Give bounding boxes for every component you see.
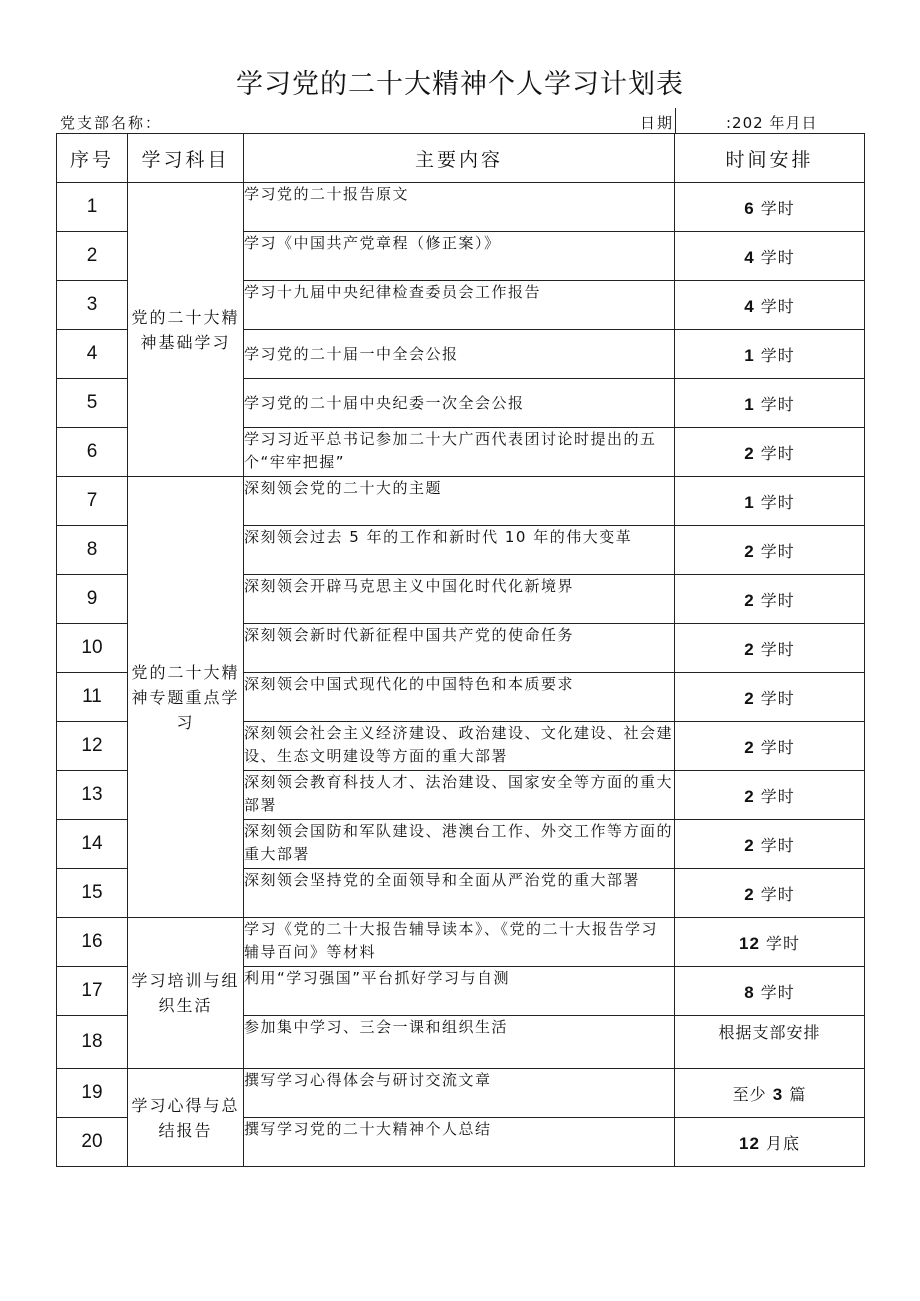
time-amount: 1 (744, 394, 755, 414)
time-cell (675, 330, 865, 379)
time-unit: 月底 (766, 1133, 801, 1153)
content-cell: 学习党的二十报告原文 (244, 183, 675, 232)
table-row (57, 1069, 865, 1118)
time-unit: 学时 (760, 982, 795, 1002)
content-cell: 深刻领会社会主义经济建设、政治建设、文化建设、社会建设、生态文明建设等方面的重大部署 (244, 722, 675, 771)
time-amount: 2 (744, 835, 755, 855)
time-unit: 学时 (760, 198, 795, 218)
content-cell: 学习《中国共产党章程（修正案）》 (244, 232, 675, 281)
time-cell (675, 869, 865, 918)
subject-cell: 党的二十大精神基础学习 (128, 183, 244, 477)
time-amount: 2 (744, 443, 755, 463)
time-amount: 2 (744, 737, 755, 757)
time-unit: 学时 (760, 884, 795, 904)
content-cell: 深刻领会过去 5 年的工作和新时代 10 年的伟大变革 (244, 526, 675, 575)
time-unit: 学时 (760, 296, 795, 316)
time-cell (675, 526, 865, 575)
content-cell: 深刻领会开辟马克思主义中国化时代化新境界 (244, 575, 675, 624)
table-body (57, 183, 865, 1167)
row-number: 18 (57, 1016, 128, 1069)
table-row (57, 477, 865, 526)
time-cell (675, 575, 865, 624)
date-divider (675, 108, 676, 134)
time-cell (675, 477, 865, 526)
subject-cell: 党的二十大精神专题重点学习 (128, 477, 244, 918)
time-amount: 6 (744, 198, 755, 218)
time-unit: 学时 (760, 688, 795, 708)
time-cell (675, 1069, 865, 1118)
table-header-row (57, 134, 865, 183)
time-cell (675, 1118, 865, 1167)
time-cell (675, 771, 865, 820)
subject-cell: 学习心得与总结报告 (128, 1069, 244, 1167)
content-cell: 深刻领会新时代新征程中国共产党的使命任务 (244, 624, 675, 673)
time-unit: 学时 (760, 541, 795, 561)
row-number: 19 (57, 1069, 128, 1118)
content-cell: 撰写学习党的二十大精神个人总结 (244, 1118, 675, 1167)
header-time: 时间安排 (675, 134, 865, 183)
date-label: 日期 (640, 114, 675, 132)
time-amount: 2 (744, 786, 755, 806)
row-number: 11 (57, 673, 128, 722)
time-amount: 12 (738, 1133, 760, 1153)
time-prefix: 至少 (732, 1084, 767, 1104)
time-unit: 学时 (760, 590, 795, 610)
time-unit: 学时 (760, 394, 795, 414)
table-row (57, 918, 865, 967)
content-cell: 学习十九届中央纪律检查委员会工作报告 (244, 281, 675, 330)
time-amount: 4 (744, 247, 755, 267)
time-cell (675, 379, 865, 428)
time-amount: 12 (738, 933, 760, 953)
table-row (57, 183, 865, 232)
header-subject: 学习科目 (128, 134, 244, 183)
time-unit: 学时 (760, 786, 795, 806)
time-cell (675, 1016, 865, 1069)
time-cell (675, 183, 865, 232)
row-number: 4 (57, 330, 128, 379)
time-unit: 篇 (789, 1084, 807, 1104)
row-number: 5 (57, 379, 128, 428)
row-number: 10 (57, 624, 128, 673)
content-cell: 深刻领会国防和军队建设、港澳台工作、外交工作等方面的重大部署 (244, 820, 675, 869)
row-number: 9 (57, 575, 128, 624)
content-cell: 深刻领会中国式现代化的中国特色和本质要求 (244, 673, 675, 722)
row-number: 14 (57, 820, 128, 869)
branch-name-label: 党支部名称： (60, 114, 163, 132)
row-number: 3 (57, 281, 128, 330)
time-unit: 学时 (760, 345, 795, 365)
row-number: 2 (57, 232, 128, 281)
time-unit: 学时 (760, 639, 795, 659)
row-number: 20 (57, 1118, 128, 1167)
content-cell: 撰写学习心得体会与研讨交流文章 (244, 1069, 675, 1118)
time-text: 根据支部安排 (718, 1023, 821, 1042)
row-number: 6 (57, 428, 128, 477)
row-number: 8 (57, 526, 128, 575)
time-cell (675, 428, 865, 477)
content-cell: 学习习近平总书记参加二十大广西代表团讨论时提出的五个“牢牢把握” (244, 428, 675, 477)
content-cell: 深刻领会党的二十大的主题 (244, 477, 675, 526)
content-cell: 参加集中学习、三会一课和组织生活 (244, 1016, 675, 1069)
time-amount: 3 (772, 1084, 784, 1104)
time-cell (675, 918, 865, 967)
time-cell (675, 722, 865, 771)
time-unit: 学时 (760, 443, 795, 463)
content-cell: 深刻领会教育科技人才、法治建设、国家安全等方面的重大部署 (244, 771, 675, 820)
time-cell (675, 624, 865, 673)
content-cell: 学习党的二十届中央纪委一次全会公报 (244, 379, 675, 428)
time-amount: 1 (744, 345, 755, 365)
row-number: 1 (57, 183, 128, 232)
time-unit: 学时 (760, 492, 795, 512)
time-cell (675, 673, 865, 722)
time-amount: 4 (744, 296, 755, 316)
time-cell (675, 281, 865, 330)
study-plan-table (56, 133, 865, 1167)
time-amount: 2 (744, 639, 755, 659)
time-amount: 2 (744, 541, 755, 561)
time-amount: 1 (744, 492, 755, 512)
time-cell (675, 820, 865, 869)
time-unit: 学时 (766, 933, 801, 953)
time-cell (675, 232, 865, 281)
row-number: 16 (57, 918, 128, 967)
row-number: 17 (57, 967, 128, 1016)
row-number: 15 (57, 869, 128, 918)
row-number: 12 (57, 722, 128, 771)
header-content: 主要内容 (244, 134, 675, 183)
header-seq: 序号 (57, 134, 128, 183)
time-amount: 2 (744, 884, 755, 904)
subject-cell: 学习培训与组织生活 (128, 918, 244, 1069)
time-amount: 2 (744, 688, 755, 708)
content-cell: 学习《党的二十大报告辅导读本》、《党的二十大报告学习辅导百问》等材料 (244, 918, 675, 967)
date-value: :202 年月日 (726, 114, 818, 132)
time-unit: 学时 (760, 737, 795, 757)
page-title: 学习党的二十大精神个人学习计划表 (236, 69, 684, 100)
time-amount: 2 (744, 590, 755, 610)
content-cell: 利用“学习强国”平台抓好学习与自测 (244, 967, 675, 1016)
row-number: 13 (57, 771, 128, 820)
content-cell: 深刻领会坚持党的全面领导和全面从严治党的重大部署 (244, 869, 675, 918)
time-cell (675, 967, 865, 1016)
time-unit: 学时 (760, 247, 795, 267)
content-cell: 学习党的二十届一中全会公报 (244, 330, 675, 379)
time-unit: 学时 (760, 835, 795, 855)
time-amount: 8 (744, 982, 755, 1002)
row-number: 7 (57, 477, 128, 526)
